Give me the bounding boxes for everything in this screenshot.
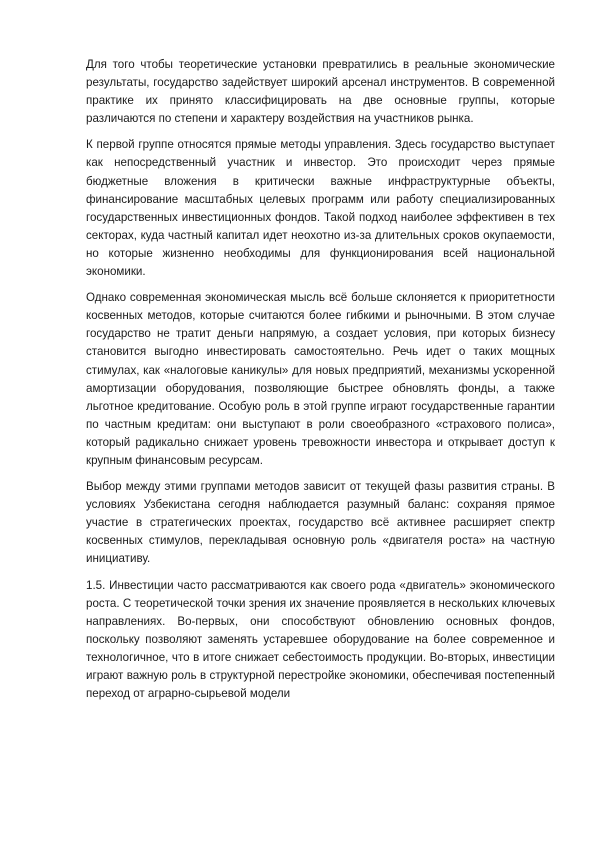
document-page [86, 56, 555, 703]
paragraph-section-1-5: 1.5. Инвестиции часто рассматриваются как своего рода «двигатель» экономического роста. С теоретической точки зрения их значение проявляется в нескольких ключевых направлениях. Во-первых, они способствуют обновлению основных фондов, поскольку позволяют заменять устаревшее оборудование на более современное и технологичное, что в итоге снижает себестоимость продукции. Во-вторых, инвестиции играют важную роль в структурной перестройке экономики, обеспечивая постепенный переход от аграрно-сырьевой модели [86, 578, 555, 701]
paragraph-indirect-methods: Однако современная экономическая мысль всё больше склоняется к приоритетности косвенных методов, которые считаются более гибкими и рыночными. В этом случае государство не тратит деньги напрямую, а создает условия, при которых бизнесу становится выгодно инвестировать самостоятельно. Речь идет о таких мощных стимулах, как «налоговые каникулы» для новых предприятий, механизмы ускоренной амортизации оборудования, позволяющие быстрее обновлять фонды, а также льготное кредитование. Особую роль в этой группе играют государственные гарантии по частным кредитам: они выступают в роли своеобразного «страхового полиса», который радикально снижает уровень тревожности инвестора и открывает доступ к крупным финансовым ресурсам. [86, 291, 555, 467]
paragraph-methods-intro: Для того чтобы теоретические установки превратились в реальные экономические результаты, государство задействует широкий арсенал инструментов. В современной практике их принято классифицировать на две основные группы, которые различаются по степени и характеру воздействия на участников рынка. [86, 58, 555, 126]
paragraph-methods-balance: Выбор между этими группами методов зависит от текущей фазы развития страны. В условиях Узбекистана сегодня наблюдается разумный баланс: сохраняя прямое участие в стратегических проектах, государство всё активнее расширяет спектр косвенных стимулов, перекладывая основную роль «двигателя роста» на частную инициативу. [86, 480, 555, 566]
paragraph-direct-methods: К первой группе относятся прямые методы управления. Здесь государство выступает как непосредственный участник и инвестор. Это происходит через прямые бюджетные вложения в критически важные инфраструктурные объекты, финансирование масштабных целевых программ или работу специализированных государственных инвестиционных фондов. Такой подход наиболее эффективен в тех секторах, куда частный капитал идет неохотно из-за длительных сроков окупаемости, но которые жизненно необходимы для функционирования всей национальной экономики. [86, 138, 555, 279]
